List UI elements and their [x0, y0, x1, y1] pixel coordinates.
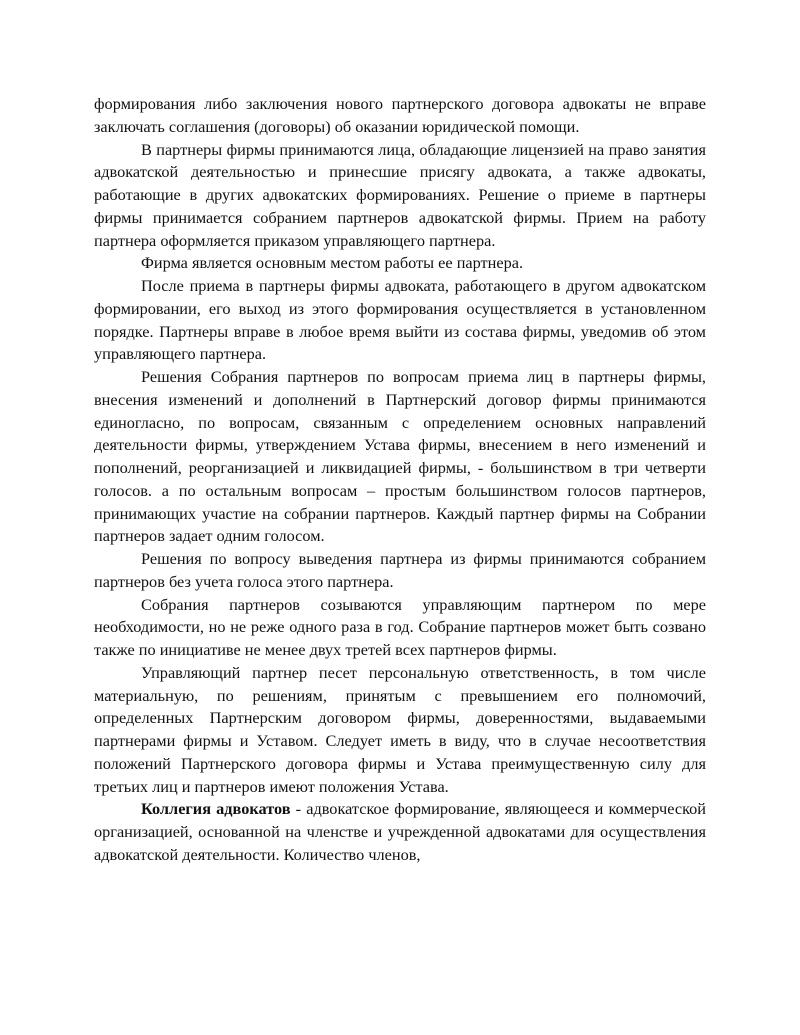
paragraph-continuation: формирования либо заключения нового партнерского договора адвокаты не вправе заключать соглашения (договоры) об оказании юридической помощи.: [94, 94, 706, 136]
paragraph-bar-association: [94, 798, 706, 866]
bar-association-definition: - адвокатское формирование, являющееся и коммерческой организацией, основанной на членстве и учрежденной адвокатами для осуществления адвокатской деятельности. Количество членов,: [94, 799, 707, 864]
paragraph-meeting-convening: Собрания партнеров созываются управляющим партнером по мере необходимости, но не реже одного раза в год. Собрание партнеров может быть созвано также по инициативе не менее двух третей всех партнеров фирмы.: [94, 594, 706, 659]
term-bar-association: Коллегия адвокатов: [141, 799, 291, 819]
paragraph-managing-partner-liability: Управляющий партнер песет персональную ответственность, в том числе материальную, по решениям, принятым с превышением его полномочий, определенных Партнерским договором фирмы, доверенностями, выдаваемыми партнерами фирмы и Уставом. Следует иметь в виду, что в случае несоответствия положений Партнерского договора фирмы и Устава преимущественную силу для третьих лиц и партнеров имеют положения Устава.: [94, 662, 706, 796]
paragraph-meeting-decisions: Решения Собрания партнеров по вопросам приема лиц в партнеры фирмы, внесения изменений и дополнений в Партнерский договор фирмы принимаются единогласно, по вопросам, связанным с определением основных направлений деятельности фирмы, утверждением Устава фирмы, внесением в него изменений и пополнений, реорганизацией и ликвидацией фирмы, - большинством в три четверти голосов. а по остальным вопросам – простым большинством голосов партнеров, принимающих участие на собрании партнеров. Каждый партнер фирмы на Собрании партнеров задает одним голосом.: [94, 367, 706, 546]
paragraph-partner-exit: После приема в партнеры фирмы адвоката, работающего в другом адвокатском формировании, его выход из этого формирования осуществляется в установленном порядке. Партнеры вправе в любое время выйти из состава фирмы, уведомив об этом управляющего партнера.: [94, 276, 706, 364]
paragraph-partner-admission: В партнеры фирмы принимаются лица, обладающие лицензией на право занятия адвокатской деятельностью и принесшие присягу адвоката, а также адвокаты, работающие в других адвокатских формированиях. Решение о приеме в партнеры фирмы принимается собранием партнеров адвокатской фирмы. Прием на работу партнера оформляется приказом управляющего партнера.: [94, 139, 706, 250]
paragraph-main-workplace: Фирма является основным местом работы ее партнера.: [141, 253, 524, 273]
document-page: [94, 93, 706, 867]
paragraph-partner-removal: Решения по вопросу выведения партнера из фирмы принимаются собранием партнеров без учета голоса этого партнера.: [94, 549, 706, 591]
